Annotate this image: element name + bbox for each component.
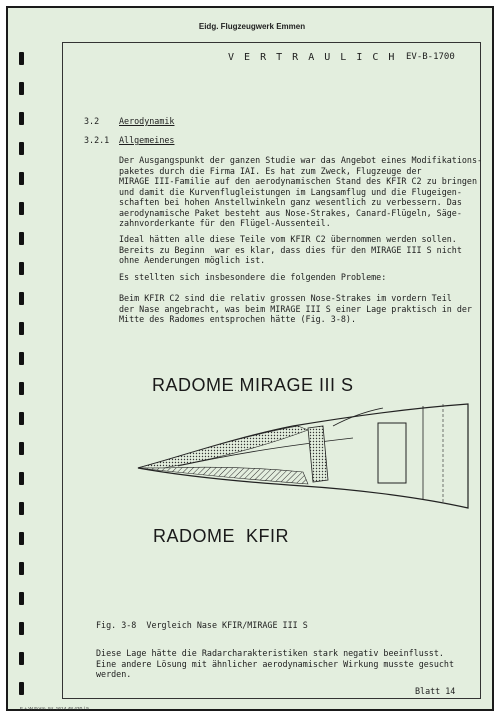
page-number: Blatt 14 (415, 686, 456, 696)
binding-hole (19, 112, 24, 125)
binding-hole (19, 412, 24, 425)
binding-hole (19, 292, 24, 305)
text-line: schaften bei hohen Anstellwinkeln ganz wesentlich zu verbessern. Das (119, 197, 462, 207)
binding-hole (19, 202, 24, 215)
figure-caption: Fig. 3-8 Vergleich Nase KFIR/MIRAGE III S (96, 620, 308, 630)
text-line: ohne Aenderungen möglich ist. (119, 255, 266, 265)
binding-hole (19, 502, 24, 515)
binding-hole (19, 172, 24, 185)
text-line: Beim KFIR C2 sind die relativ grossen Nose-Strakes im vordern Teil (119, 293, 452, 303)
binding-hole (19, 682, 24, 695)
text-line: Der Ausgangspunkt der ganzen Studie war das Angebot eines Modifikations- (119, 155, 483, 165)
binding-hole (19, 232, 24, 245)
section-title: Aerodynamik (119, 116, 175, 126)
text-line: der Nase angebracht, was beim MIRAGE III S einer Lage praktisch in der (119, 303, 472, 314)
text-line: Bereits zu Beginn war es klar, dass dies für den MIRAGE III S nicht (119, 244, 462, 255)
text-line: zahnvorderkante für den Flügel-Aussenteil. (119, 218, 331, 228)
text-line: Ideal hätten alle diese Teile vom KFIR C2 übernommen werden sollen. (119, 234, 457, 244)
text-line: paketes durch die Firma IAI. Es hat zum Zweck, Flugzeuge der (119, 165, 422, 176)
classification-mark: V E R T R A U L I C H (228, 52, 397, 63)
text-line: aerodynamische Paket besteht aus Nose-Strakes, Canard-Flügeln, Säge- (119, 207, 462, 218)
text-line: Diese Lage hätte die Radarcharakteristiken stark negativ beeinflusst. (96, 648, 444, 658)
binding-hole (19, 652, 24, 665)
subsection-number: 3.2.1 (84, 135, 110, 145)
text-line: und damit die Kurvenflugleistungen im Langsamflug und die Flugeigen- (119, 186, 462, 197)
section-number: 3.2 (84, 116, 100, 126)
nose-drawing (123, 368, 473, 568)
radome-kfir-label: RADOME KFIR (153, 526, 290, 546)
text-line: werden. (96, 669, 132, 679)
binding-hole (19, 142, 24, 155)
binding-hole (19, 532, 24, 545)
text-line: MIRAGE III-Familie auf den aerodynamischen Stand des KFIR C2 zu bringen (119, 176, 477, 186)
binding-hole (19, 442, 24, 455)
binding-hole (19, 352, 24, 365)
binding-hole (19, 322, 24, 335)
text-line: Es stellten sich insbesondere die folgenden Probleme: (119, 272, 387, 282)
binding-hole (19, 622, 24, 635)
binding-hole (19, 52, 24, 65)
company-header: Eidg. Flugzeugwerk Emmen (198, 22, 306, 31)
form-number: F + W Form. Nr. 1614 48 430 / 5 (20, 707, 89, 712)
binding-hole (19, 82, 24, 95)
binding-hole (19, 262, 24, 275)
text-line: Mitte des Radomes entsprochen hätte (Fig. 3-8). (119, 314, 356, 324)
binding-hole (19, 592, 24, 605)
text-line: Eine andere Lösung mit ähnlicher aerodynamischer Wirkung musste gesucht (96, 658, 454, 669)
binding-hole (19, 472, 24, 485)
document-page (6, 6, 494, 711)
binding-hole (19, 562, 24, 575)
document-number: EV-B-1700 (406, 52, 455, 62)
radome-mirage-label: RADOME MIRAGE III S (152, 375, 354, 395)
subsection-title: Allgemeines (119, 135, 175, 145)
nose-comparison-figure (123, 368, 473, 568)
binding-hole (19, 382, 24, 395)
